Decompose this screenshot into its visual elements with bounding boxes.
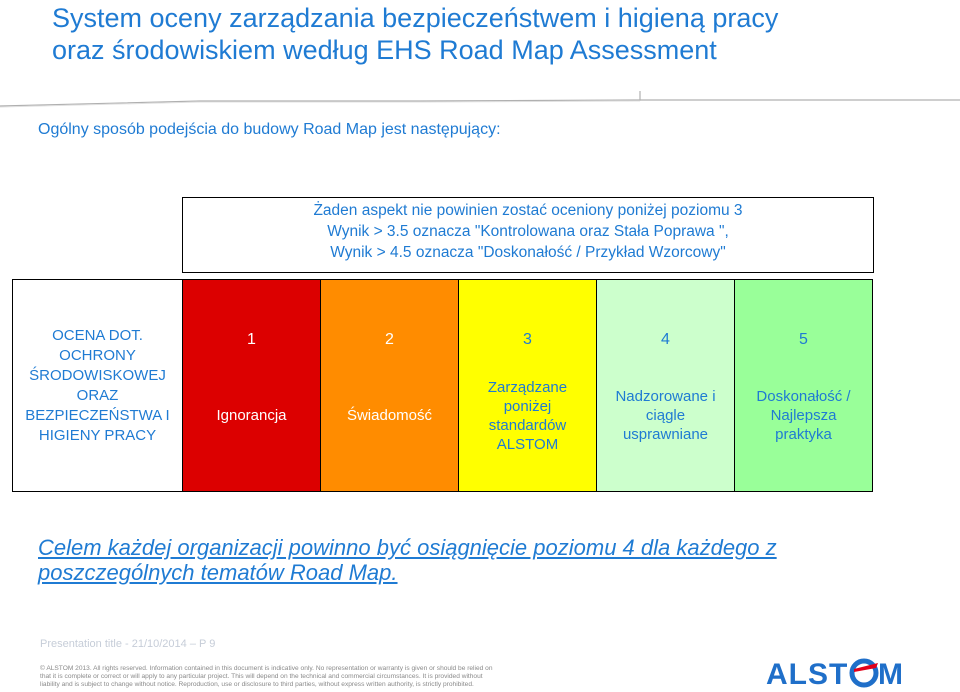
page-title-line-2: oraz środowiskiem według EHS Road Map Assessment xyxy=(52,35,717,65)
alstom-logo-graphic xyxy=(766,655,916,689)
level-3-label: Zarządzane poniżej standardów ALSTOM xyxy=(487,378,568,453)
level-5-number: 5 xyxy=(799,331,808,348)
presentation-footer: Presentation title - 21/10/2014 – P 9 xyxy=(40,638,216,650)
disclaimer-line-1: © ALSTOM 2013. All rights reserved. Information contained in this document is indicative only. No representation or warranty is given or should be relied on xyxy=(40,665,493,672)
level-1-cell xyxy=(183,279,321,492)
header-divider xyxy=(0,88,960,112)
intro-text: Ogólny sposób podejścia do budowy Road Map jest następujący: xyxy=(38,121,501,138)
level-4-label: Nadzorowane i ciągle usprawniane xyxy=(615,388,716,443)
criteria-line-2: Wynik > 3.5 oznacza "Kontrolowana oraz Stała Poprawa ", xyxy=(327,223,729,240)
level-3-number: 3 xyxy=(523,331,532,348)
level-5-label: Doskonałość / Najlepsza praktyka xyxy=(756,388,851,443)
svg-text:M: M xyxy=(878,658,904,689)
goal-line-2: poszczególnych tematów Road Map. xyxy=(38,560,398,585)
disclaimer-line-3: liability and is subject to change without notice. Reproduction, use or disclosure to third parties, without express written authority, is strictly prohibited. xyxy=(40,681,474,689)
level-2-label: Świadomość xyxy=(346,407,433,424)
criteria-box xyxy=(182,197,874,273)
level-4-cell xyxy=(597,279,735,492)
criteria-line-3: Wynik > 4.5 oznacza "Doskonałość / Przykład Wzorcowy" xyxy=(330,244,726,261)
alstom-logo xyxy=(766,655,916,689)
page-title xyxy=(52,2,952,66)
goal-line-1: Celem każdej organizacji powinno być osiągnięcie poziomu 4 dla każdego z xyxy=(38,535,777,560)
goal-statement xyxy=(38,535,918,585)
level-1-label: Ignorancja xyxy=(216,407,287,424)
level-4-number: 4 xyxy=(661,331,670,348)
criteria-line-1: Żaden aspekt nie powinien zostać oceniony poniżej poziomu 3 xyxy=(313,202,743,219)
level-5-cell xyxy=(735,279,873,492)
page-title-line-1: System oceny zarządzania bezpieczeństwem i higieną pracy xyxy=(52,3,779,33)
svg-text:ALST: ALST xyxy=(766,658,849,689)
scale-row-label-text: OCENA DOT. OCHRONY ŚRODOWISKOWEJ ORAZ BEZPIECZEŃSTWA I HIGIENY PRACY xyxy=(25,326,170,444)
legal-disclaimer xyxy=(40,665,560,690)
disclaimer-line-2: that it is complete or correct or will apply to any particular project. This will depend on the technical and commercial circumstances. It is provided without xyxy=(40,673,483,681)
level-2-number: 2 xyxy=(385,331,394,348)
level-1-number: 1 xyxy=(247,331,256,348)
scale-row-label xyxy=(12,279,183,492)
level-3-cell xyxy=(459,279,597,492)
level-2-cell xyxy=(321,279,459,492)
